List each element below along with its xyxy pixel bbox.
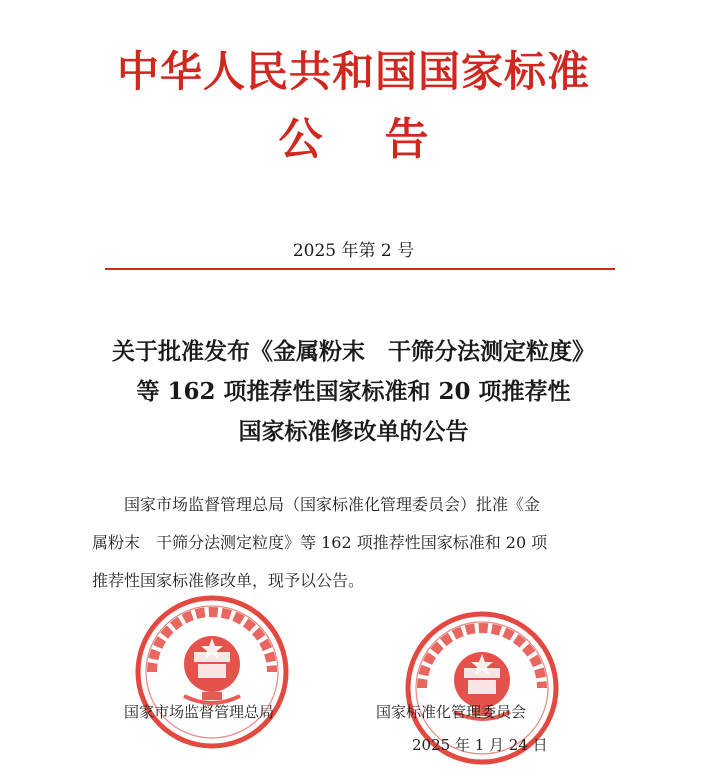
signer-left: 国家市场监督管理总局 <box>124 703 275 721</box>
body-line: 属粉末 干筛分法测定粒度》等 162 项推荐性国家标准和 20 项 <box>92 533 548 552</box>
title-line: 关于批准发布《金属粉末 干筛分法测定粒度》 <box>112 338 595 365</box>
header-subtitle: 公告 <box>278 114 491 165</box>
issue-date: 2025 年 1 月 24 日 <box>412 736 548 754</box>
title-line: 国家标准修改单的公告 <box>238 418 469 445</box>
national-emblem-seal-icon <box>132 592 292 752</box>
signer-right: 国家标准化管理委员会 <box>376 703 527 721</box>
announcement-body <box>92 486 632 600</box>
seal-left <box>132 592 292 752</box>
red-divider <box>105 268 615 270</box>
header-title: 中华人民共和国国家标准 <box>116 47 590 96</box>
title-line: 等 162 项推荐性国家标准和 20 项推荐性 <box>136 378 571 405</box>
announcement-title <box>60 332 647 452</box>
issue-number: 2025 年第 2 号 <box>292 241 415 261</box>
body-line: 推荐性国家标准修改单，现予以公告。 <box>92 571 365 590</box>
body-line: 国家市场监督管理总局（国家标准化管理委员会）批准《金 <box>92 495 541 514</box>
